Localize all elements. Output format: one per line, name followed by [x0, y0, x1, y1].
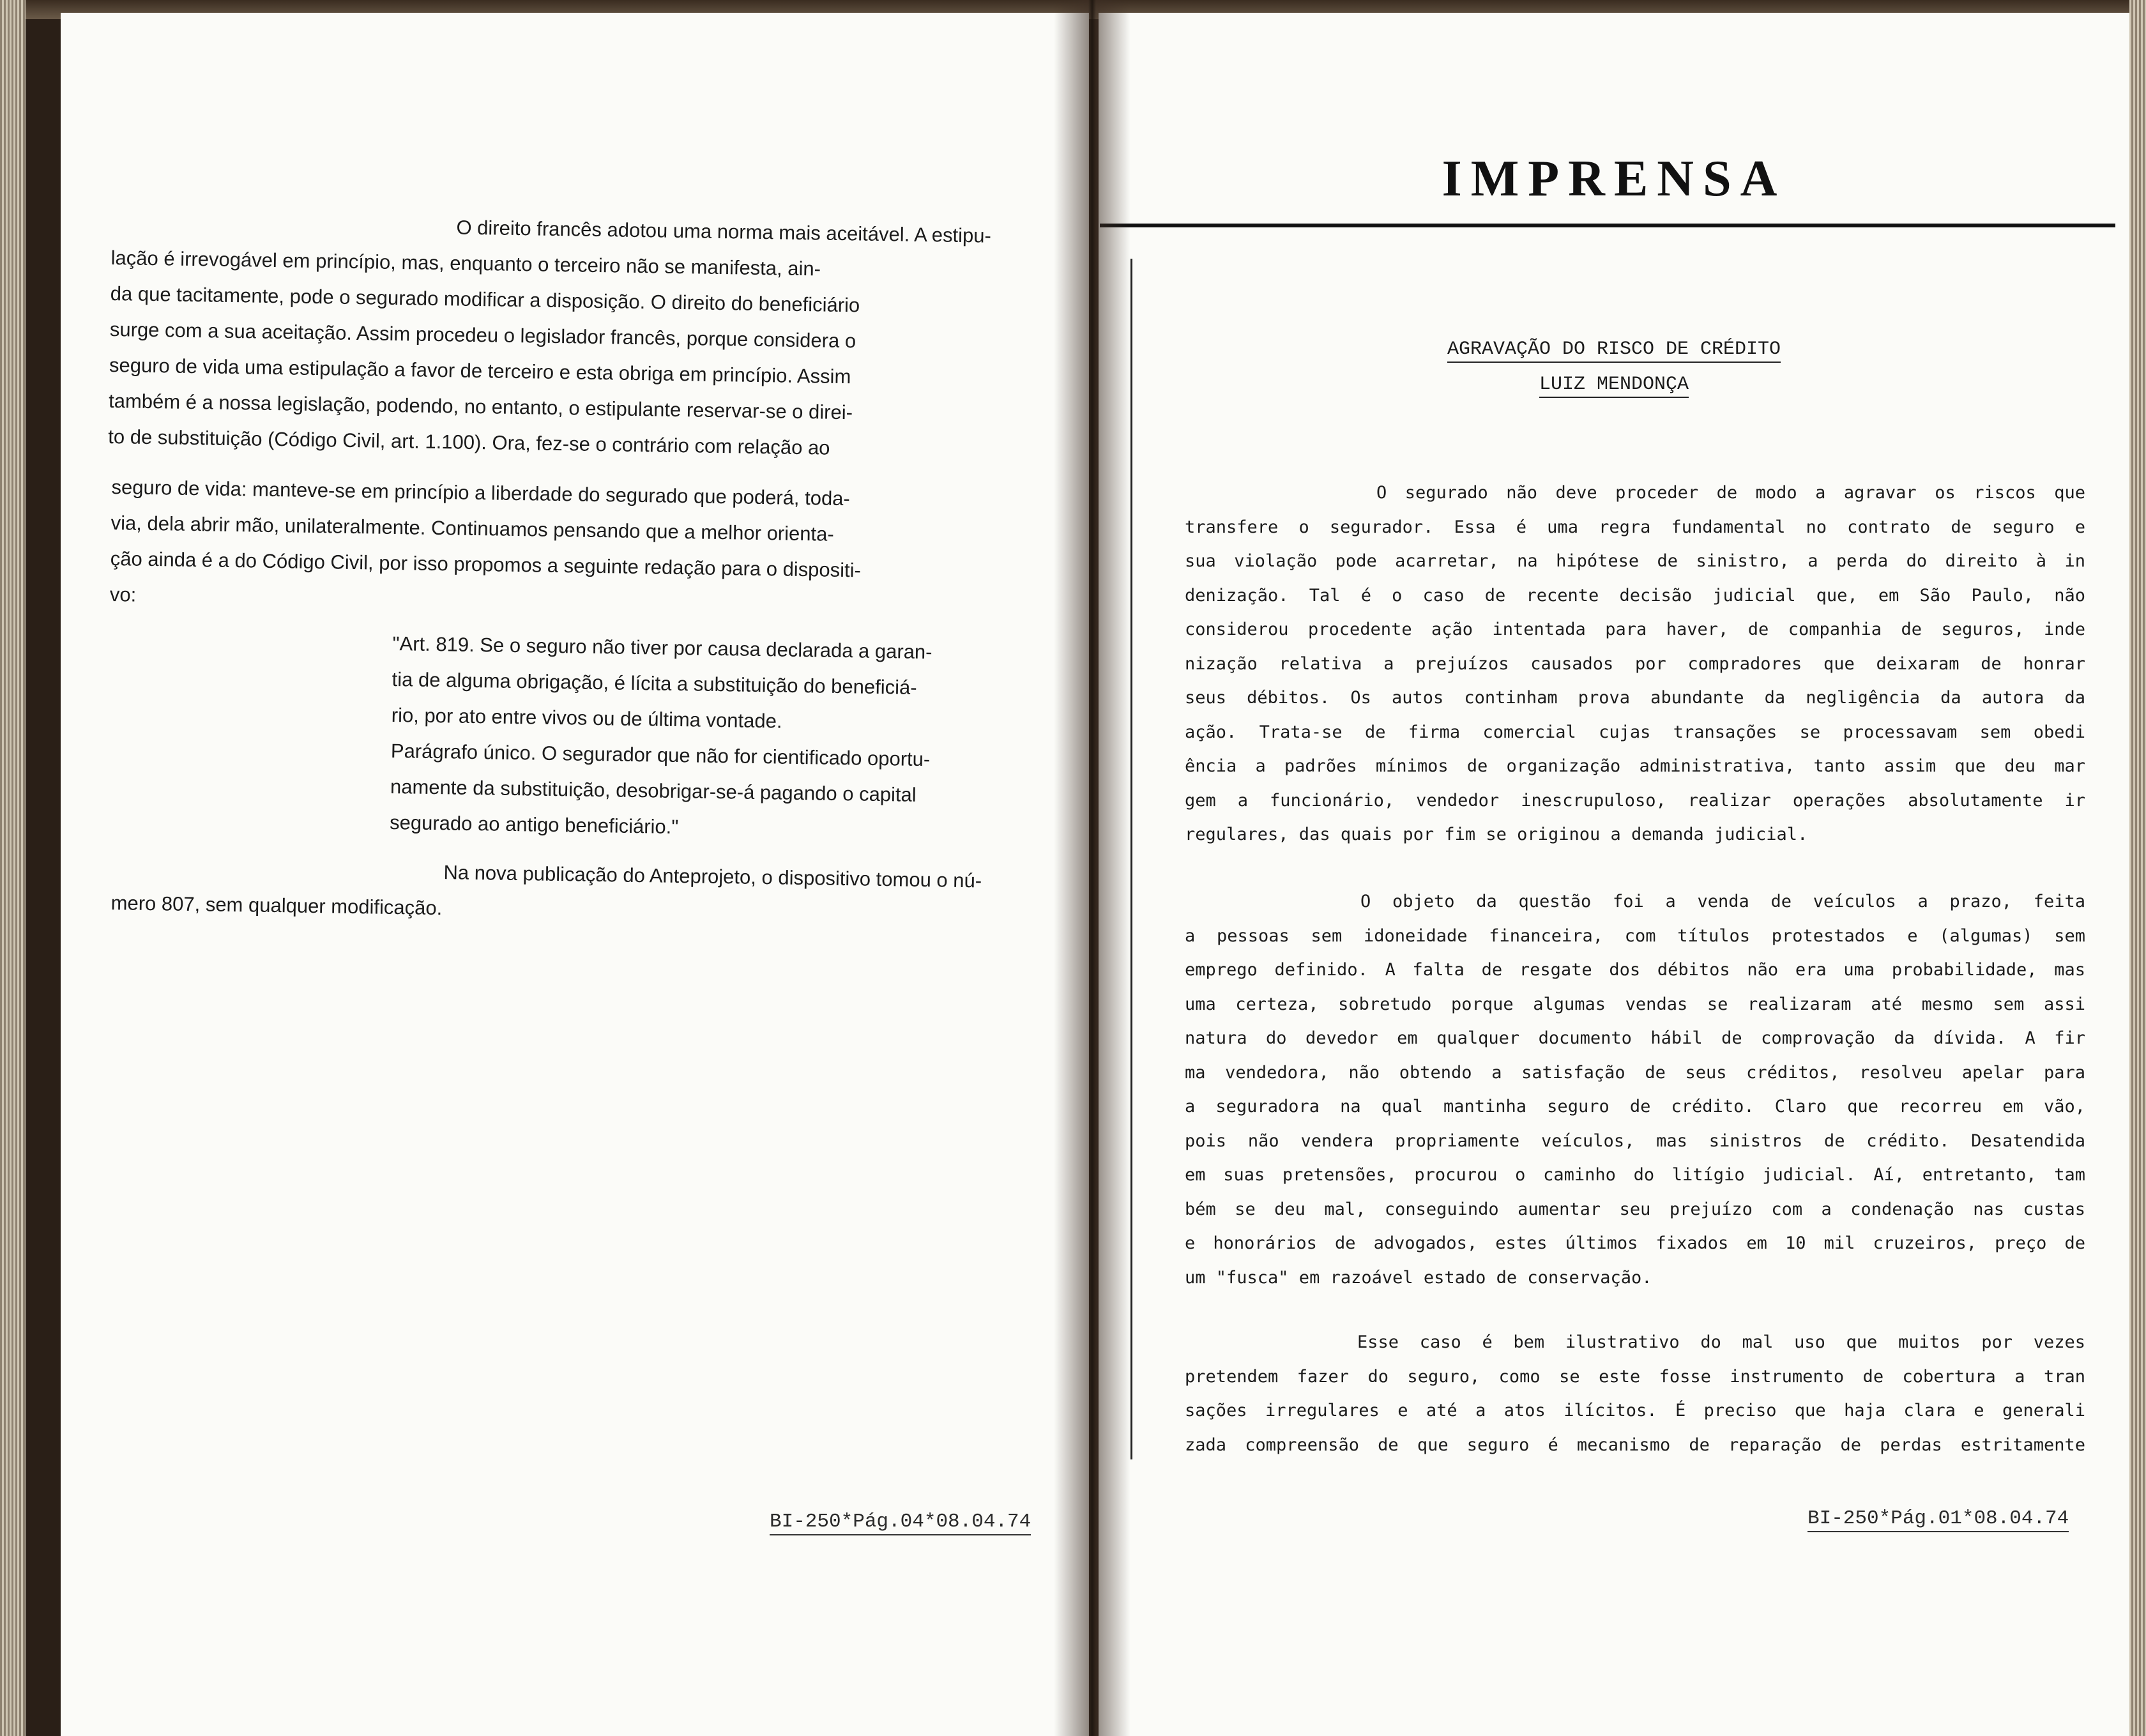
article-author: [1099, 374, 2129, 395]
text-line: ência a padrões mínimos de organização administrativa, tanto assim que deu mar: [1185, 756, 2085, 776]
book-gutter: [1054, 0, 1130, 1736]
text-line: em suas pretensões, procurou o caminho do litígio judicial. Aí, entretanto, tam: [1185, 1165, 2085, 1185]
article-paragraph-2: [1185, 885, 2085, 1295]
text-line: O segurado não deve proceder de modo a agravar os riscos que: [1376, 483, 2085, 503]
text-line: a pessoas sem idoneidade financeira, com títulos protestados e (algumas) sem: [1185, 925, 2085, 946]
book-edge-right: [2129, 0, 2146, 1736]
article-title: [1099, 339, 2129, 360]
article-paragraph-3: [1185, 1325, 2085, 1462]
text-line: via, dela abrir mão, unilateralmente. Continuamos pensando que a melhor orienta-: [110, 511, 834, 545]
margin-line: [1130, 259, 1132, 1459]
text-line: ma vendedora, não obtendo a satisfação de seus créditos, resolveu apelar para: [1185, 1062, 2085, 1083]
text-line: seguro de vida: manteve-se em princípio a liberdade do segurado que poderá, toda-: [111, 475, 851, 510]
text-line: nização relativa a prejuízos causados por compradores que deixaram de honrar: [1185, 653, 2085, 674]
text-line: rio, por ato entre vivos ou de última vontade.: [391, 703, 782, 733]
text-line: a seguradora na qual mantinha seguro de crédito. Claro que recorreu em vão,: [1185, 1097, 2085, 1116]
left-paragraph-2: [109, 469, 1082, 628]
text-line: seus débitos. Os autos continham prova abundante da negligência da autora da: [1185, 688, 2085, 708]
text-line: pretendem fazer do seguro, como se este fosse instrumento de cobertura a tran: [1185, 1366, 2085, 1387]
text-line: namente da substituição, desobrigar-se-á pagando o capital: [390, 775, 917, 806]
article-title-text: AGRAVAÇÃO DO RISCO DE CRÉDITO: [1447, 339, 1781, 363]
text-line: lação é irrevogável em princípio, mas, enquanto o terceiro não se manifesta, ain-: [110, 246, 821, 280]
text-line: Esse caso é bem ilustrativo do mal uso que muitos por vezes: [1357, 1332, 2085, 1352]
text-line: zada compreensão de que seguro é mecanismo de reparação de perdas estritamente: [1185, 1435, 2085, 1455]
text-line: seguro de vida uma estipulação a favor de terceiro e esta obriga em princípio. Assim: [109, 353, 851, 388]
text-line: da que tacitamente, pode o segurado modificar a disposição. O direito do beneficiário: [110, 282, 860, 317]
heading-rule: [1100, 224, 2115, 227]
book-edge-left: [0, 0, 26, 1736]
text-line: ção ainda é a do Código Civil, por isso propomos a seguinte redação para o dispositi-: [110, 547, 862, 582]
right-page: [1099, 13, 2129, 1736]
text-line: ação. Trata-se de firma comercial cujas transações se processavam sem obedi: [1185, 722, 2085, 742]
text-line: to de substituição (Código Civil, art. 1.100). Ora, fez-se o contrário com relação ao: [108, 425, 830, 459]
text-line: O objeto da questão foi a venda de veículos a prazo, feita: [1360, 892, 2085, 911]
text-line: também é a nossa legislação, podendo, no entanto, o estipulante reservar-se o direi-: [108, 389, 853, 424]
text-line: emprego definido. A falta de resgate dos débitos não era uma probabilidade, mas: [1185, 960, 2085, 980]
text-line: "Art. 819. Se o seguro não tiver por causa declarada a garan-: [392, 632, 932, 664]
text-line: segurado ao antigo beneficiário.": [389, 811, 679, 839]
author-name: LUIZ MENDONÇA: [1539, 374, 1689, 398]
page-footer-reference: BI-250*Pág.04*08.04.74: [770, 1511, 1031, 1535]
text-line: Na nova publicação do Anteprojeto, o dispositivo tomou o nú-: [443, 861, 982, 892]
text-line: e honorários de advogados, estes últimos fixados em 10 mil cruzeiros, preço de: [1185, 1233, 2085, 1253]
page-footer-reference: BI-250*Pág.01*08.04.74: [1807, 1507, 2069, 1532]
left-paragraph-1: [108, 204, 1083, 470]
text-line: considerou procedente ação intentada para haver, de companhia de seguros, inde: [1185, 620, 2085, 639]
left-page: [61, 13, 1089, 1736]
text-line: gem a funcionário, vendedor inescrupuloso, realizar operações absolutamente ir: [1185, 790, 2085, 811]
text-line: tia de alguma obrigação, é lícita a substituição do beneficiá-: [392, 667, 917, 699]
text-line: uma certeza, sobretudo porque algumas vendas se realizaram até mesmo sem assi: [1185, 994, 2085, 1014]
text-line: bém se deu mal, conseguindo aumentar seu prejuízo com a condenação nas custas: [1185, 1199, 2085, 1219]
text-line: um "fusca" em razoável estado de conservação.: [1185, 1267, 1652, 1288]
proposed-article-quote: [390, 626, 1083, 851]
text-line: sua violação pode acarretar, na hipótese de sinistro, a perda do direito à in: [1185, 551, 2085, 571]
text-line: surge com a sua aceitação. Assim procedeu o legislador francês, porque considera o: [109, 317, 856, 353]
text-line: sações irregulares e até a atos ilícitos. É preciso que haja clara e generali: [1185, 1401, 2085, 1420]
text-line: vo:: [109, 582, 137, 606]
text-line: denização. Tal é o caso de recente decisão judicial que, em São Paulo, não: [1185, 585, 2085, 605]
text-line: Parágrafo único. O segurador que não for cientificado oportu-: [390, 739, 931, 771]
text-line: regulares, das quais por fim se originou a demanda judicial.: [1185, 825, 1808, 844]
text-line: transfere o segurador. Essa é uma regra fundamental no contrato de seguro e: [1185, 517, 2085, 537]
text-line: O direito francês adotou uma norma mais aceitável. A estipu-: [456, 216, 992, 247]
text-line: natura do devedor em qualquer documento hábil de comprovação da dívida. A fir: [1185, 1028, 2085, 1048]
text-line: pois não vendera propriamente veículos, mas sinistros de crédito. Desatendida: [1185, 1131, 2085, 1151]
left-paragraph-3: [110, 849, 1083, 936]
section-heading: IMPRENSA: [1442, 151, 1786, 207]
text-line: mero 807, sem qualquer modificação.: [110, 891, 443, 920]
article-paragraph-1: [1185, 476, 2085, 852]
